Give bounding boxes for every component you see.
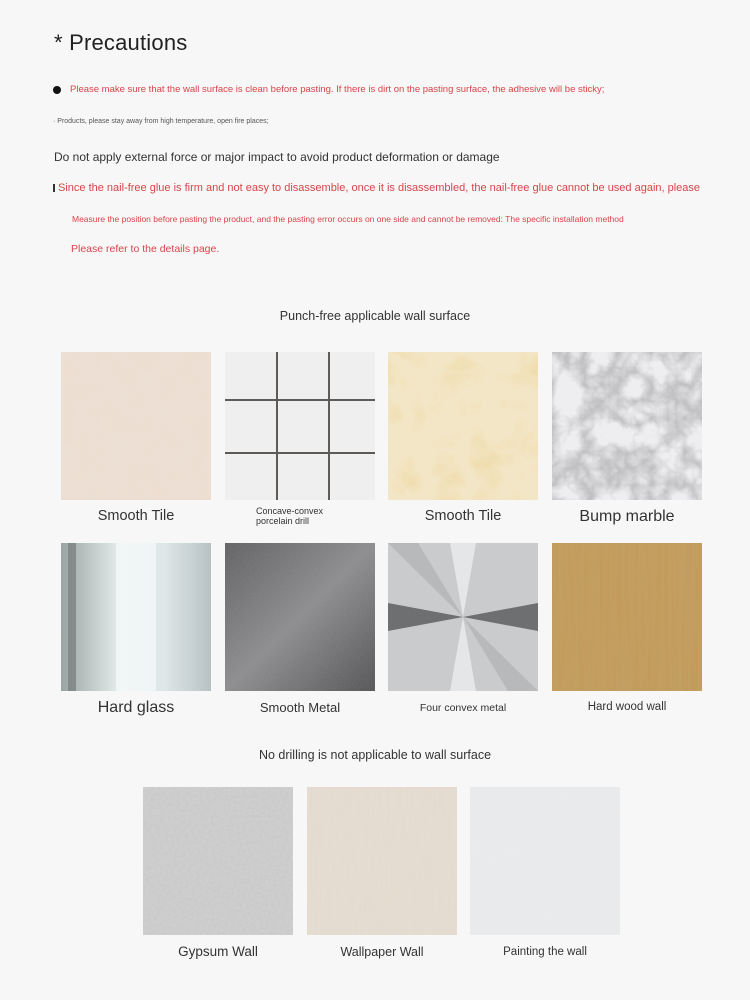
brushed-metal-swatch — [388, 543, 538, 691]
surface-label — [256, 506, 356, 526]
gypsum-swatch — [143, 787, 293, 935]
applicable-heading: Punch-free applicable wall surface — [279, 309, 471, 323]
precaution-item-4 — [53, 182, 700, 194]
surface-label: Smooth Tile — [424, 508, 502, 524]
smooth-tile-swatch — [61, 352, 211, 500]
surface-label: Hard wood wall — [587, 701, 667, 713]
bullet-icon — [53, 86, 61, 94]
surface-label: Painting the wall — [503, 946, 587, 958]
surface-label: Gypsum Wall — [178, 944, 258, 959]
porcelain-tile-swatch — [225, 352, 375, 500]
wallpaper-swatch — [307, 787, 457, 935]
surface-label: Smooth Tile — [97, 508, 175, 524]
marble-swatch — [552, 352, 702, 500]
painted-wall-swatch — [470, 787, 620, 935]
metal-swatch — [225, 543, 375, 691]
precaution-item-4-text: Since the nail-free glue is firm and not easy to disassemble, once it is disassembled, the nail-free glue cannot be used again, please — [58, 182, 701, 194]
surface-label-line: porcelain drill — [256, 516, 310, 526]
surface-label-line: Concave-convex — [256, 506, 324, 516]
precaution-item-5: Measure the position before pasting the product, and the pasting error occurs on one side and cannot be removed: The specific installation method — [72, 214, 624, 224]
wood-swatch — [552, 543, 702, 691]
precaution-item-6: Please refer to the details page. — [71, 243, 220, 255]
surface-label: Bump marble — [579, 508, 675, 525]
glass-swatch — [61, 543, 211, 691]
precaution-item-1: Please make sure that the wall surface is clean before pasting. If there is dirt on the pasting surface, the adhesive will be sticky; — [70, 84, 605, 95]
precautions-title: * Precautions — [54, 30, 188, 55]
not-applicable-heading: No drilling is not applicable to wall surface — [258, 748, 492, 762]
surface-label: Hard glass — [97, 699, 175, 716]
precaution-item-3: Do not apply external force or major impact to avoid product deformation or damage — [54, 150, 500, 164]
surface-label: Four convex metal — [419, 702, 507, 714]
surface-label: Wallpaper Wall — [340, 945, 424, 959]
precaution-item-2: · Products, please stay away from high temperature, open fire places; — [53, 118, 269, 125]
bullet-mark-icon — [53, 184, 55, 192]
onyx-tile-swatch — [388, 352, 538, 500]
surface-label: Smooth Metal — [259, 700, 341, 715]
